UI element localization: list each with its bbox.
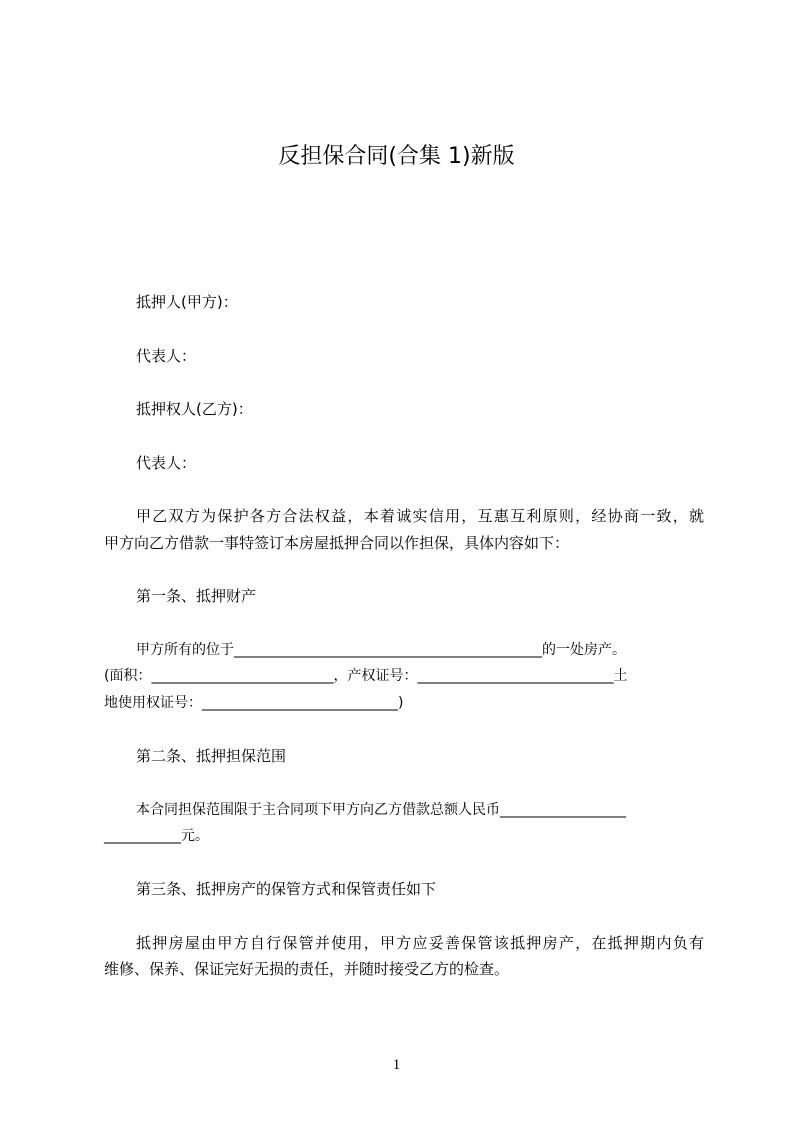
article-1-line-3: 地使用权证号：____________________________) <box>104 695 404 711</box>
article-2-line-1: 本合同担保范围限于主合同项下甲方向乙方借款总额人民币__________________ <box>136 802 626 818</box>
intro-paragraph-line-1: 甲乙双方为保护各方合法权益，本着诚实信用，互惠互利原则，经协商一致，就 <box>136 507 704 525</box>
article-2-heading: 第二条、抵押担保范围 <box>136 747 287 765</box>
party-a-label: 抵押人(甲方)： <box>136 293 238 311</box>
party-a-representative-label: 代表人： <box>136 347 197 365</box>
article-1-line-2: (面积：__________________________，产权证号：____________________________土 <box>104 668 628 684</box>
article-3-heading: 第三条、抵押房产的保管方式和保管责任如下 <box>136 880 437 898</box>
article-2-line-2: ___________元。 <box>104 828 209 844</box>
article-1-heading: 第一条、抵押财产 <box>136 587 257 605</box>
intro-paragraph-line-2: 甲方向乙方借款一事特签订本房屋抵押合同以作担保，具体内容如下： <box>104 534 570 552</box>
party-b-representative-label: 代表人： <box>136 454 197 472</box>
article-3-line-1: 抵押房屋由甲方自行保管并使用，甲方应妥善保管该抵押房产，在抵押期内负有 <box>136 934 704 952</box>
party-b-label: 抵押权人(乙方)： <box>136 400 253 418</box>
document-title: 反担保合同(合集 1)新版 <box>278 144 515 169</box>
page-number: 1 <box>392 1057 401 1073</box>
article-3-line-2: 维修、保养、保证完好无损的责任，并随时接受乙方的检查。 <box>104 960 510 978</box>
article-1-line-1: 甲方所有的位于____________________________________________的一处房产。 <box>136 642 626 658</box>
